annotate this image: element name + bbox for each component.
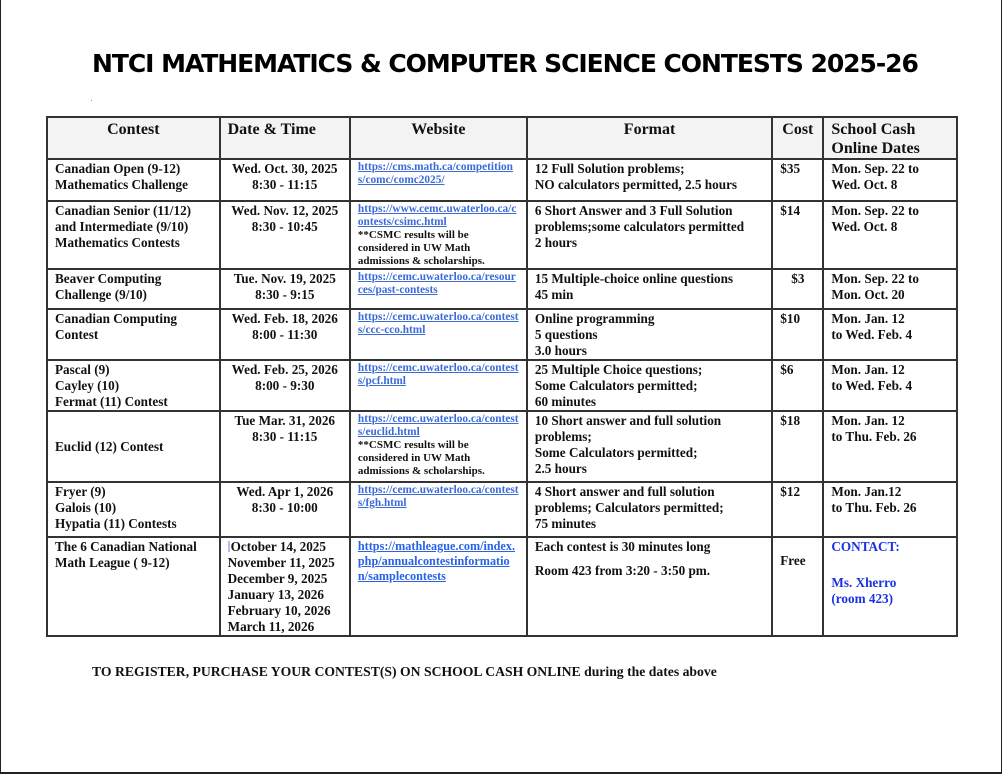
table-row (47, 309, 957, 360)
format-line: Online programming (534, 311, 655, 326)
csmc-note: **CSMC results will be considered in UW Math admissions & scholarships. (357, 439, 485, 477)
cell-date-time (220, 360, 350, 411)
contest-date: Tue. Nov. 19, 2025 (233, 271, 336, 286)
header-school-cash-dates (823, 117, 957, 159)
text-cursor-icon (228, 541, 230, 552)
league-date: January 13, 2026 (227, 587, 324, 602)
contest-date: Wed. Nov. 12, 2025 (231, 203, 339, 218)
cell-date-time (220, 201, 350, 269)
contest-time: 8:00 - 9:30 (255, 378, 315, 393)
format-line: NO calculators permitted, 2.5 hours (534, 177, 738, 192)
cell-school-cash-dates (823, 159, 957, 201)
contact-label: CONTACT: (831, 539, 900, 554)
website-link[interactable]: https://cemc.uwaterloo.ca/contests/euclid.html (357, 413, 519, 438)
cell-cost: $10 (772, 309, 823, 360)
cash-date-line: Wed. Oct. 8 (831, 177, 898, 192)
league-date: December 9, 2025 (227, 571, 328, 586)
cash-date-line: Mon. Jan. 12 (831, 362, 905, 377)
contest-name-line: Math League ( 9-12) (55, 555, 170, 570)
header-contest: Contest (47, 117, 220, 159)
header-format: Format (527, 117, 772, 159)
cell-website (350, 360, 527, 411)
format-line: problems; (534, 429, 592, 444)
format-line: Some Calculators permitted; (534, 445, 698, 460)
league-date: March 11, 2026 (227, 619, 315, 634)
cell-format (527, 201, 772, 269)
format-line: problems; Calculators permitted; (534, 500, 724, 515)
contest-date: Wed. Feb. 18, 2026 (231, 311, 338, 326)
cell-contest (47, 482, 220, 537)
cash-date-line: to Thu. Feb. 26 (831, 500, 917, 515)
cell-contest (47, 309, 220, 360)
website-link[interactable]: https://cemc.uwaterloo.ca/contests/ccc-cco.html (357, 311, 519, 336)
format-line: Some Calculators permitted; (534, 378, 698, 393)
cell-website (350, 537, 527, 636)
cell-school-cash-dates (823, 482, 957, 537)
cell-cost: $12 (772, 482, 823, 537)
contest-name-line: Hypatia (11) Contests (55, 516, 177, 531)
cell-date-time (220, 269, 350, 309)
cell-cost: $6 (772, 360, 823, 411)
table-row (47, 269, 957, 309)
cell-school-cash-dates (823, 411, 957, 482)
format-line: 6 Short Answer and 3 Full Solution (534, 203, 733, 218)
cash-date-line: to Wed. Feb. 4 (831, 378, 913, 393)
cell-contest (47, 159, 220, 201)
contest-name-line: and Intermediate (9/10) (55, 219, 189, 234)
cash-date-line: Mon. Sep. 22 to (831, 161, 919, 176)
cell-date-time (220, 482, 350, 537)
table-header-row (47, 117, 957, 159)
cell-website (350, 201, 527, 269)
contest-date: Wed. Oct. 30, 2025 (232, 161, 338, 176)
website-link[interactable]: https://mathleague.com/index.php/annualcontestinformation/samplecontests (357, 539, 515, 583)
cash-date-line: to Wed. Feb. 4 (831, 327, 913, 342)
contest-time: 8:30 - 9:15 (255, 287, 315, 302)
cell-format (527, 537, 772, 636)
page-title: NTCI MATHEMATICS & COMPUTER SCIENCE CONTESTS 2025-26 (92, 49, 918, 78)
header-date-time: Date & Time (220, 117, 350, 159)
contest-name-line: Cayley (10) (55, 378, 120, 393)
cell-cost: $18 (772, 411, 823, 482)
cash-date-line: Mon. Sep. 22 to (831, 271, 919, 286)
format-line: 10 Short answer and full solution (534, 413, 722, 428)
cell-format (527, 269, 772, 309)
header-cost: Cost (772, 117, 823, 159)
contest-time: 8:30 - 11:15 (252, 177, 318, 192)
contests-table (46, 116, 958, 637)
header-website: Website (350, 117, 527, 159)
format-line: 15 Multiple-choice online questions (534, 271, 734, 286)
cell-contact (823, 537, 957, 636)
cell-school-cash-dates (823, 269, 957, 309)
cell-contest (47, 269, 220, 309)
format-line: 4 Short answer and full solution (534, 484, 715, 499)
cell-school-cash-dates (823, 309, 957, 360)
cell-date-time (220, 411, 350, 482)
cell-website (350, 482, 527, 537)
format-line: 12 Full Solution problems; (534, 161, 685, 176)
league-date: February 10, 2026 (227, 603, 331, 618)
contest-name-line: The 6 Canadian National (55, 539, 197, 554)
cell-school-cash-dates (823, 201, 957, 269)
table-row-math-league (47, 537, 957, 636)
contest-name-line: Mathematics Challenge (55, 177, 188, 192)
cash-date-line: Mon. Jan. 12 (831, 413, 905, 428)
cell-cost: Free (772, 537, 823, 636)
cash-date-line: Mon. Sep. 22 to (831, 203, 919, 218)
cell-website (350, 309, 527, 360)
contest-name-line: Canadian Computing (55, 311, 178, 326)
contest-time: 8:00 - 11:30 (252, 327, 318, 342)
contest-name-line: Fryer (9) (55, 484, 106, 499)
format-line: 25 Multiple Choice questions; (534, 362, 703, 377)
cell-cost: $3 (772, 269, 823, 309)
header-cash-line2: Online Dates (831, 140, 920, 157)
format-line: Room 423 from 3:20 - 3:50 pm. (534, 563, 711, 578)
contest-name-line: Mathematics Contests (55, 235, 180, 250)
contest-date: Wed. Feb. 25, 2026 (231, 362, 338, 377)
contest-name-line: Euclid (12) Contest (55, 439, 164, 454)
cell-school-cash-dates (823, 360, 957, 411)
cell-cost: $14 (772, 201, 823, 269)
website-link[interactable]: https://cemc.uwaterloo.ca/resources/past-contests (357, 271, 516, 296)
league-date (228, 539, 342, 555)
contact-name: Ms. Xherro (831, 575, 897, 590)
cell-website (350, 269, 527, 309)
website-link[interactable]: https://www.cemc.uwaterloo.ca/contests/csimc.html (357, 203, 517, 228)
format-line: Each contest is 30 minutes long (534, 539, 711, 554)
contest-name-line: Beaver Computing (55, 271, 162, 286)
contest-date: Wed. Apr 1, 2026 (236, 484, 334, 499)
format-line: 45 min (534, 287, 574, 302)
cash-date-line: Mon. Jan. 12 (831, 311, 905, 326)
cell-contest (47, 360, 220, 411)
cell-contest (47, 537, 220, 636)
cell-contest (47, 411, 220, 482)
stray-mark (91, 100, 92, 101)
header-cash-line1: School Cash (831, 121, 916, 138)
contest-name-line: Galois (10) (55, 500, 117, 515)
cell-format (527, 482, 772, 537)
cell-website (350, 411, 527, 482)
cash-date-line: Mon. Jan.12 (831, 484, 902, 499)
cell-website (350, 159, 527, 201)
registration-note: TO REGISTER, PURCHASE YOUR CONTEST(S) ON SCHOOL CASH ONLINE during the dates above (92, 664, 717, 679)
league-date: November 11, 2025 (227, 555, 335, 570)
format-line: 2.5 hours (534, 461, 587, 476)
format-line: problems;some calculators permitted (534, 219, 745, 234)
cell-contest (47, 201, 220, 269)
cell-format (527, 309, 772, 360)
table-row (47, 159, 957, 201)
table-row (47, 411, 957, 482)
website-link[interactable]: https://cemc.uwaterloo.ca/contests/fgh.html (357, 484, 519, 509)
csmc-note: **CSMC results will be considered in UW Math admissions & scholarships. (357, 229, 485, 267)
cell-format (527, 360, 772, 411)
cell-date-time (220, 159, 350, 201)
league-date-text: October 14, 2025 (230, 539, 326, 554)
contest-time: 8:30 - 10:00 (251, 500, 318, 515)
table-row (47, 360, 957, 411)
contest-name-line: Pascal (9) (55, 362, 110, 377)
table-row (47, 482, 957, 537)
website-link[interactable]: https://cemc.uwaterloo.ca/contests/pcf.html (357, 362, 519, 387)
format-line: 3.0 hours (534, 343, 587, 358)
cash-date-line: to Thu. Feb. 26 (831, 429, 917, 444)
contest-name-line: Canadian Senior (11/12) (55, 203, 192, 218)
contest-date: Tue Mar. 31, 2026 (234, 413, 336, 428)
format-line: 75 minutes (534, 516, 597, 531)
cell-dates-list (220, 537, 350, 636)
contest-name-line: Contest (55, 327, 99, 342)
website-link[interactable]: https://cms.math.ca/competitions/comc/comc2025/ (357, 161, 513, 186)
cell-date-time (220, 309, 350, 360)
format-line: 5 questions (534, 327, 598, 342)
contest-name-line: Challenge (9/10) (55, 287, 147, 302)
format-line: 60 minutes (534, 394, 597, 409)
cash-date-line: Wed. Oct. 8 (831, 219, 898, 234)
contest-name-line: Canadian Open (9-12) (55, 161, 181, 176)
contest-time: 8:30 - 11:15 (252, 429, 318, 444)
contest-time: 8:30 - 10:45 (251, 219, 318, 234)
cell-cost: $35 (772, 159, 823, 201)
cell-format (527, 411, 772, 482)
cell-format (527, 159, 772, 201)
cash-date-line: Mon. Oct. 20 (831, 287, 905, 302)
format-line: 2 hours (534, 235, 578, 250)
contact-room: (room 423) (831, 591, 894, 606)
table-row (47, 201, 957, 269)
contest-name-line: Fermat (11) Contest (55, 394, 168, 409)
